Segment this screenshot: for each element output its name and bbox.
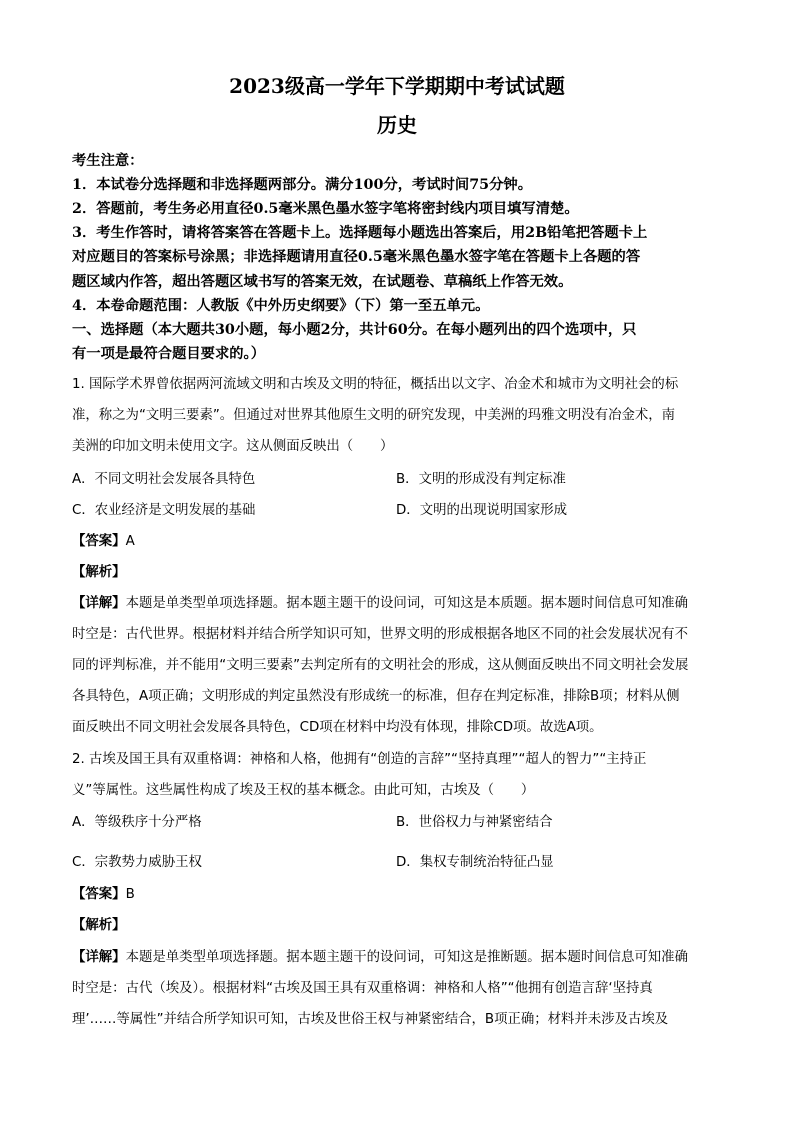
- notice-line: 1．本试卷分选择题和非选择题两部分。满分100分，考试时间75分钟。: [72, 177, 532, 193]
- q1-stem-line: 1. 国际学术界曾依据两河流域文明和古埃及文明的特征，概括出以文字、冶金术和城市为文明社会的标: [72, 377, 679, 392]
- notice-line: 2．答题前，考生务必用直径0.5毫米黑色墨水签字笔将密封线内项目填写清楚。: [72, 201, 579, 217]
- q1-stem-line: 美洲的印加文明未使用文字。这从侧面反映出（ ）: [72, 439, 394, 454]
- q1-option-b: B．文明的形成没有判定标准: [396, 472, 566, 487]
- answer-tag: 【答案】: [72, 887, 126, 902]
- notice-line: 题区域内作答，超出答题区域书写的答案无效，在试题卷、草稿纸上作答无效。: [72, 274, 573, 290]
- detail-text: 本题是单类型单项选择题。据本题主题干的设问词，可知这是本质题。据本题时间信息可知准确: [125, 596, 688, 611]
- q2-answer: [72, 883, 135, 902]
- q2-stem-line: 义”等属性。这些属性构成了埃及王权的基本概念。由此可知，古埃及（ ）: [72, 783, 535, 798]
- q1-detail-line: [72, 592, 688, 611]
- q1-option-d: D．文明的出现说明国家形成: [396, 503, 567, 518]
- q1-detail-line: 各具特色，A项正确；文明形成的判定虽然没有形成统一的标准，但存在判定标准，排除B项；材料从侧: [72, 689, 680, 704]
- notice-line: 3．考生作答时，请将答案答在答题卡上。选择题每小题选出答案后，用2B铅笔把答题卡上: [72, 225, 648, 241]
- q1-answer: [72, 530, 135, 549]
- q1-option-c: C．农业经济是文明发展的基础: [72, 503, 256, 518]
- answer-value: B: [125, 887, 135, 902]
- q2-option-a: A．等级秩序十分严格: [72, 815, 202, 830]
- q1-detail-line: 同的评判标准，并不能用“文明三要素”去判定所有的文明社会的形成，这从侧面反映出不同文明社会发展: [72, 658, 689, 673]
- q2-option-d: D．集权专制统治特征凸显: [396, 855, 554, 870]
- q1-option-a: A．不同文明社会发展各具特色: [72, 472, 256, 487]
- q2-stem-line: 2. 古埃及国王具有双重格调：神格和人格，他拥有“创造的言辞”“坚持真理”“超人的智力”“主持正: [72, 752, 647, 767]
- q2-detail-line: 时空是：古代（埃及）。根据材料“古埃及国王具有双重格调：神格和人格”“他拥有创造言辞‘坚持真: [72, 981, 653, 996]
- q1-detail-line: 时空是：古代世界。根据材料并结合所学知识可知，世界文明的形成根据各地区不同的社会发展状况有不: [72, 627, 688, 642]
- q2-detail-line: 理’……等属性”并结合所学知识可知，古埃及世俗王权与神紧密结合，B项正确；材料并未涉及古埃及: [72, 1012, 669, 1027]
- q1-detail-line: 面反映出不同文明社会发展各具特色，CD项在材料中均没有体现，排除CD项。故选A项。: [72, 720, 603, 735]
- detail-tag: 【详解】: [72, 596, 126, 611]
- section-heading-cont: 有一项是最符合题目要求的。）: [72, 346, 266, 362]
- subject-title: 历史: [377, 113, 417, 137]
- q2-option-b: B．世俗权力与神紧密结合: [396, 815, 553, 830]
- q2-option-c: C．宗教势力威胁王权: [72, 855, 202, 870]
- q2-detail-line: [72, 946, 688, 965]
- answer-tag: 【答案】: [72, 534, 126, 549]
- q2-analysis-tag: 【解析】: [72, 918, 126, 933]
- section-heading: 一、选择题（本大题共30小题，每小题2分，共计60分。在每小题列出的四个选项中，只: [72, 322, 637, 338]
- detail-tag: 【详解】: [72, 950, 126, 965]
- answer-value: A: [125, 534, 135, 549]
- notice-line: 4．本卷命题范围：人教版《中外历史纲要》（下）第一至五单元。: [72, 298, 490, 314]
- notice-line: 对应题目的答案标号涂黑；非选择题请用直径0.5毫米黑色墨水签字笔在答题卡上各题的答: [72, 249, 641, 265]
- q1-stem-line: 准，称之为“文明三要素”。但通过对世界其他原生文明的研究发现，中美洲的玛雅文明没有冶金术，南: [72, 408, 676, 423]
- notice-heading: 考生注意：: [72, 153, 144, 169]
- q1-analysis-tag: 【解析】: [72, 565, 126, 580]
- exam-title: 2023级高一学年下学期期中考试试题: [229, 74, 565, 98]
- detail-text: 本题是单类型单项选择题。据本题主题干的设问词，可知这是推断题。据本题时间信息可知准确: [125, 950, 688, 965]
